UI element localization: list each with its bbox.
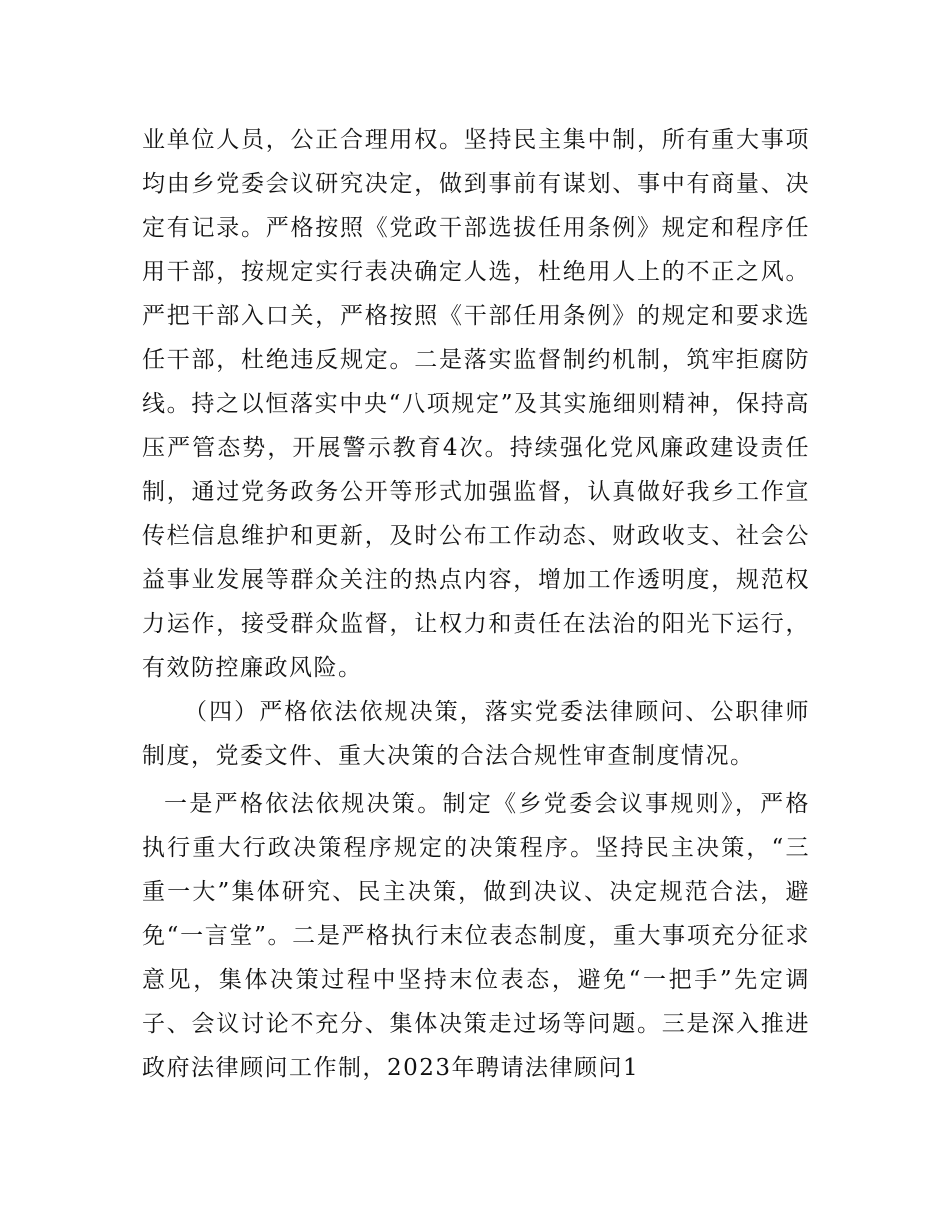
paragraph-body: 一是严格依法依规决策。制定《乡党委会议事规则》，严格执行重大行政决策程序规定的决策程序。坚持民主决策，“三重一大”集体研究、民主决策，做到决议、决定规范合法，避免“一言堂”。二是严格执行末位表态制度，重大事项充分征求意见，集体决策过程中坚持末位表态，避免“一把手”先定调子、会议讨论不充分、集体决策走过场等问题。三是深入推进政府法律顾问工作制，2023年聘请法律顾问1	[142, 791, 810, 1081]
paragraph-continued: 业单位人员，公正合理用权。坚持民主集中制，所有重大事项均由乡党委会议研究决定，做到事前有谋划、事中有商量、决定有记录。严格按照《党政干部选拔任用条例》规定和程序任用干部，按规定实行表决确定人选，杜绝用人上的不正之风。严把干部入口关，严格按照《干部任用条例》的规定和要求选任干部，杜绝违反规定。二是落实监督制约机制，筑牢拒腐防线。持之以恒落实中央“八项规定”及其实施细则精神，保持高压严管态势，开展警示教育4次。持续强化党风廉政建设责任制，通过党务政务公开等形式加强监督，认真做好我乡工作宣传栏信息维护和更新，及时公布工作动态、财政收支、社会公益事业发展等群众关注的热点内容，增加工作透明度，规范权力运作，接受群众监督，让权力和责任在法治的阳光下运行，有效防控廉政风险。	[142, 127, 810, 681]
section-heading-4: （四）严格依法依规决策，落实党委法律顾问、公职律师制度，党委文件、重大决策的合法合规性审查制度情况。	[142, 699, 810, 769]
